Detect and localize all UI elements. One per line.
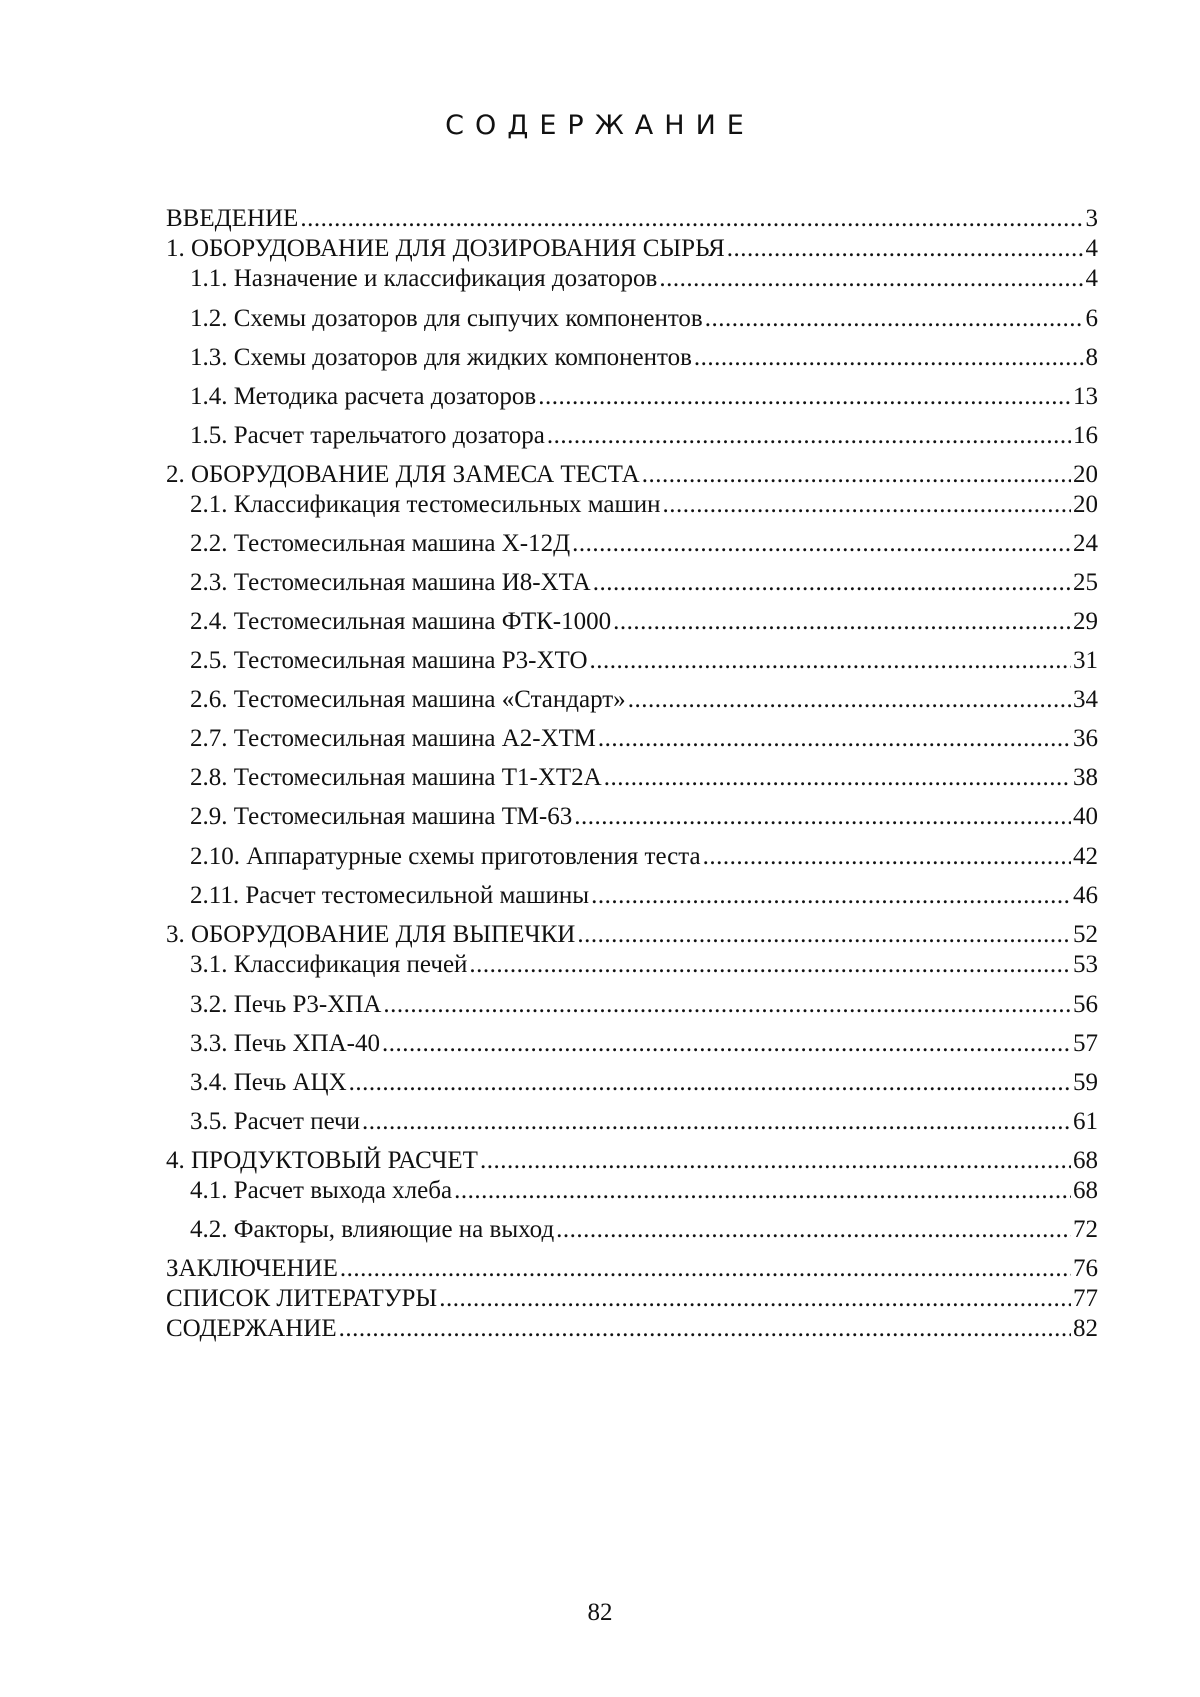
toc-dot-leader [362,1107,1071,1137]
toc-entry-page: 42 [1073,843,1098,870]
toc-entry[interactable] [190,720,1098,754]
toc-dot-leader [694,343,1084,373]
toc-entry-page: 76 [1073,1255,1098,1282]
toc-entry[interactable] [190,1025,1098,1059]
toc-entry-label: 1. ОБОРУДОВАНИЕ ДЛЯ ДОЗИРОВАНИЯ СЫРЬЯ [166,235,725,262]
toc-entry[interactable] [190,525,1098,559]
toc-dot-leader [591,881,1071,911]
toc-entry-label: ЗАКЛЮЧЕНИЕ [166,1255,338,1282]
toc-entry[interactable] [190,1064,1098,1098]
toc-entry-page: 13 [1073,383,1098,410]
toc-entry-page: 72 [1073,1216,1098,1243]
toc-entry[interactable] [190,877,1098,911]
toc-entry[interactable] [190,681,1098,715]
toc-entry-page: 29 [1073,608,1098,635]
toc-entry-label: СОДЕРЖАНИЕ [166,1315,337,1342]
toc-entry-page: 36 [1073,725,1098,752]
toc-entry-page: 4 [1085,265,1098,292]
toc-entry-page: 31 [1073,647,1098,674]
toc-entry[interactable] [166,1310,1098,1344]
toc-entry[interactable] [166,1280,1098,1314]
toc-entry-label: 3.5. Расчет печи [190,1108,360,1135]
toc-dot-leader [538,382,1071,412]
toc-dot-leader [705,304,1084,334]
toc-entry-page: 59 [1073,1069,1098,1096]
toc-entry-label: 1.2. Схемы дозаторов для сыпучих компонентов [190,305,703,332]
toc-entry-page: 3 [1085,205,1098,232]
toc-entry-label: 2.5. Тестомесильная машина Р3-ХТО [190,647,588,674]
toc-entry-page: 6 [1085,305,1098,332]
toc-entry-page: 68 [1073,1147,1098,1174]
toc-entry[interactable] [190,946,1098,980]
toc-entry-page: 61 [1073,1108,1098,1135]
toc-entry-label: 3.2. Печь Р3-ХПА [190,991,382,1018]
toc-entry-label: 3.3. Печь ХПА-40 [190,1030,380,1057]
toc-entry-label: 2.1. Классификация тестомесильных машин [190,491,661,518]
toc-entry-page: 46 [1073,882,1098,909]
toc-entry-label: 4.1. Расчет выхода хлеба [190,1177,453,1204]
toc-entry-label: 1.4. Методика расчета дозаторов [190,383,537,410]
toc-entry-label: 4.2. Факторы, влияющие на выход [190,1216,555,1243]
toc-entry-page: 68 [1073,1177,1098,1204]
toc-dot-leader [628,685,1071,715]
toc-entry[interactable] [190,417,1098,451]
toc-entry-label: 3.1. Классификация печей [190,951,468,978]
toc-dot-leader [339,1314,1071,1344]
toc-entry[interactable] [190,798,1098,832]
toc-dot-leader [382,1029,1071,1059]
toc-entry[interactable] [190,300,1098,334]
toc-dot-leader [598,724,1071,754]
toc-entry-label: 2.10. Аппаратурные схемы приготовления теста [190,843,701,870]
toc-dot-leader [547,421,1071,451]
toc-entry-page: 52 [1073,921,1098,948]
toc-dot-leader [659,264,1083,294]
toc-entry-page: 57 [1073,1030,1098,1057]
toc-entry-page: 8 [1085,344,1098,371]
toc-entry-page: 20 [1073,461,1098,488]
toc-entry[interactable] [190,759,1098,793]
toc-entry-label: 3. ОБОРУДОВАНИЕ ДЛЯ ВЫПЕЧКИ [166,921,576,948]
toc-entry-label: 2.4. Тестомесильная машина ФТК-1000 [190,608,612,635]
toc-entry-page: 56 [1073,991,1098,1018]
toc-entry-label: 2.7. Тестомесильная машина А2-ХТМ [190,725,596,752]
toc-entry[interactable] [190,838,1098,872]
toc-entry[interactable] [190,260,1098,294]
toc-entry-label: 2.8. Тестомесильная машина Т1-ХТ2А [190,764,602,791]
toc-entry[interactable] [190,1103,1098,1137]
toc-dot-leader [613,607,1071,637]
toc-entry[interactable] [190,564,1098,598]
toc-entry-page: 53 [1073,951,1098,978]
toc-entry-page: 24 [1073,530,1098,557]
toc-dot-leader [590,646,1072,676]
toc-dot-leader [572,529,1071,559]
toc-dot-leader [454,1176,1071,1206]
toc-entry[interactable] [166,200,1098,234]
toc-entry-label: 2.9. Тестомесильная машина ТМ-63 [190,803,573,830]
toc-entry-label: 2.3. Тестомесильная машина И8-ХТА [190,569,591,596]
toc-entry[interactable] [190,986,1098,1020]
toc-entry-page: 20 [1073,491,1098,518]
toc-entry-label: 4. ПРОДУКТОВЫЙ РАСЧЕТ [166,1147,478,1174]
toc-entry-page: 4 [1085,235,1098,262]
toc-dot-leader [469,950,1071,980]
toc-entry[interactable] [166,1142,1098,1176]
toc-entry-page: 34 [1073,686,1098,713]
toc-entry-label: 1.5. Расчет тарельчатого дозатора [190,422,545,449]
toc-entry-label: 3.4. Печь АЦХ [190,1069,347,1096]
toc-entry[interactable] [190,339,1098,373]
toc-entry[interactable] [190,1211,1098,1245]
toc-entry-label: 2.11. Расчет тестомесильной машины [190,882,590,909]
toc-entry[interactable] [190,603,1098,637]
toc-entry[interactable] [166,1250,1098,1284]
toc-entry[interactable] [166,456,1098,490]
toc-entry-label: 2.6. Тестомесильная машина «Стандарт» [190,686,626,713]
toc-entry-page: 38 [1073,764,1098,791]
toc-entry-page: 77 [1073,1285,1098,1312]
toc-entry[interactable] [190,1172,1098,1206]
toc-entry-page: 82 [1073,1315,1098,1342]
toc-entry-label: 1.3. Схемы дозаторов для жидких компонентов [190,344,692,371]
toc-entry-label: 1.1. Назначение и классификация дозаторов [190,265,658,292]
toc-entry[interactable] [190,378,1098,412]
toc-dot-leader [383,990,1071,1020]
toc-dot-leader [703,842,1071,872]
toc-entry-page: 25 [1073,569,1098,596]
toc-entry-label: СПИСОК ЛИТЕРАТУРЫ [166,1285,438,1312]
toc-entry-label: 2. ОБОРУДОВАНИЕ ДЛЯ ЗАМЕСА ТЕСТА [166,461,640,488]
toc-entry-page: 40 [1073,803,1098,830]
toc-entry[interactable] [166,230,1098,264]
page-number: 82 [587,1599,613,1626]
toc-entry[interactable] [190,642,1098,676]
toc-entry[interactable] [166,916,1098,950]
toc-dot-leader [604,763,1071,793]
toc-entry-page: 16 [1073,422,1098,449]
toc-dot-leader [556,1215,1071,1245]
toc-entry-label: 2.2. Тестомесильная машина Х-12Д [190,530,571,557]
page-title: СОДЕРЖАНИЕ [445,110,755,141]
toc-dot-leader [593,568,1071,598]
toc-dot-leader [574,802,1071,832]
toc-entry-label: ВВЕДЕНИЕ [166,205,299,232]
toc-entry[interactable] [190,486,1098,520]
toc-dot-leader [662,490,1071,520]
toc-dot-leader [349,1068,1071,1098]
